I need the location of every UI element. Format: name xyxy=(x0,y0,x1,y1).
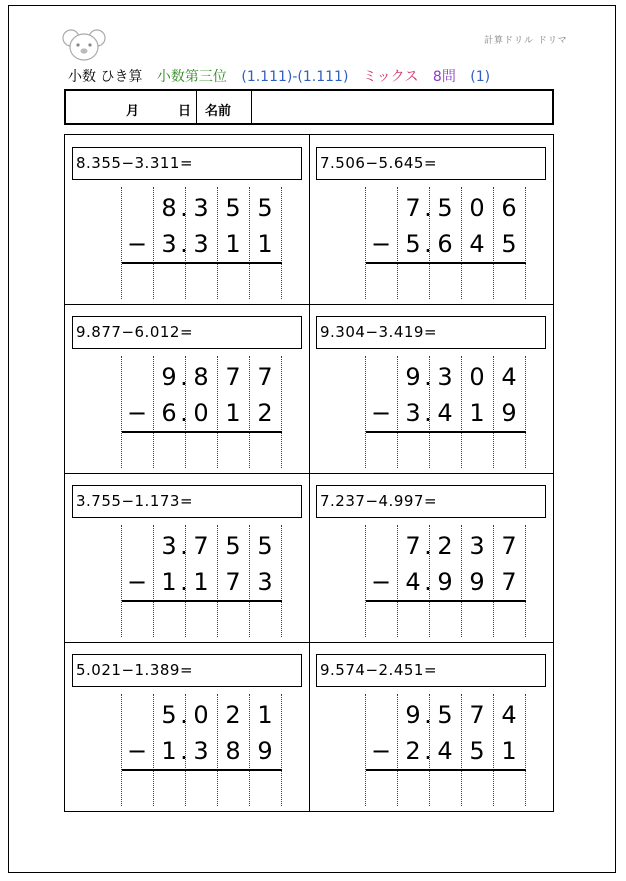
subtrahend-digit: 1 xyxy=(225,399,241,427)
answer-line xyxy=(366,769,526,771)
minuend-digit: 2 xyxy=(225,701,241,729)
minuend-digit: 0 xyxy=(469,194,485,222)
minuend-digit: 7 xyxy=(257,363,273,391)
minuend-digit: 2 xyxy=(437,532,453,560)
problem-1 xyxy=(65,135,309,304)
minuend-digit: 8 xyxy=(161,194,177,222)
minuend-digit: 7 xyxy=(501,532,517,560)
question-box: 9.877−6.012= xyxy=(72,316,302,349)
subtrahend-digit: 3 xyxy=(161,230,177,258)
title-format: (1.111)-(1.111) xyxy=(241,69,349,85)
subtrahend-digit: 1 xyxy=(225,230,241,258)
column-guide xyxy=(525,694,526,806)
column-guide xyxy=(281,525,282,637)
minuend-digit: 5 xyxy=(225,532,241,560)
subtrahend-digit: 3 xyxy=(257,568,273,596)
minuend-digit: 3 xyxy=(161,532,177,560)
subtrahend-digit: 1 xyxy=(161,568,177,596)
subtrahend-digit: 3 xyxy=(193,230,209,258)
question-box: 5.021−1.389= xyxy=(72,654,302,687)
subtrahend-digit: 2 xyxy=(405,737,421,765)
minus-sign: − xyxy=(126,399,148,427)
minuend-digit: 7 xyxy=(469,701,485,729)
worksheet-title xyxy=(68,66,500,86)
minuend-digit: 5 xyxy=(437,701,453,729)
answer-line xyxy=(122,600,282,602)
column-guide xyxy=(525,356,526,468)
minuend-digit: 5 xyxy=(161,701,177,729)
decimal-point: . xyxy=(180,737,188,765)
subtrahend-digit: 1 xyxy=(193,568,209,596)
subtrahend-digit: 8 xyxy=(225,737,241,765)
decimal-point: . xyxy=(424,568,432,596)
subtrahend-digit: 1 xyxy=(469,399,485,427)
minuend-digit: 9 xyxy=(405,701,421,729)
subtrahend-digit: 6 xyxy=(161,399,177,427)
name-date-box xyxy=(64,89,554,125)
minuend-digit: 7 xyxy=(225,363,241,391)
answer-line xyxy=(366,431,526,433)
subtrahend-digit: 4 xyxy=(405,568,421,596)
minuend-digit: 1 xyxy=(257,701,273,729)
decimal-point: . xyxy=(424,363,432,391)
question-box: 8.355−3.311= xyxy=(72,147,302,180)
subtrahend-digit: 1 xyxy=(161,737,177,765)
minuend-digit: 0 xyxy=(469,363,485,391)
question-box: 9.304−3.419= xyxy=(316,316,546,349)
subtrahend-digit: 9 xyxy=(437,568,453,596)
column-guide xyxy=(525,525,526,637)
subtrahend-digit: 5 xyxy=(501,230,517,258)
column-guide xyxy=(281,694,282,806)
title-level: 小数第三位 xyxy=(156,69,227,85)
decimal-point: . xyxy=(180,568,188,596)
minus-sign: − xyxy=(370,737,392,765)
minus-sign: − xyxy=(126,568,148,596)
question-box: 7.237−4.997= xyxy=(316,485,546,518)
answer-line xyxy=(122,431,282,433)
minuend-digit: 7 xyxy=(405,532,421,560)
decimal-point: . xyxy=(424,532,432,560)
minus-sign: − xyxy=(370,568,392,596)
minus-sign: − xyxy=(370,230,392,258)
subtrahend-digit: 9 xyxy=(501,399,517,427)
subtrahend-digit: 2 xyxy=(257,399,273,427)
month-label: 月 xyxy=(126,104,140,119)
minuend-digit: 4 xyxy=(501,363,517,391)
answer-line xyxy=(366,600,526,602)
minuend-digit: 5 xyxy=(257,194,273,222)
minuend-digit: 0 xyxy=(193,701,209,729)
problem-7 xyxy=(65,642,309,811)
minuend-digit: 3 xyxy=(193,194,209,222)
decimal-point: . xyxy=(424,230,432,258)
subtrahend-digit: 5 xyxy=(405,230,421,258)
problem-grid xyxy=(64,134,554,812)
minuend-digit: 6 xyxy=(501,194,517,222)
answer-line xyxy=(122,769,282,771)
subtrahend-digit: 1 xyxy=(501,737,517,765)
minuend-digit: 4 xyxy=(501,701,517,729)
column-guide xyxy=(281,356,282,468)
minuend-digit: 7 xyxy=(193,532,209,560)
minuend-digit: 9 xyxy=(405,363,421,391)
question-box: 3.755−1.173= xyxy=(72,485,302,518)
divider xyxy=(251,91,252,123)
answer-line xyxy=(122,262,282,264)
minuend-digit: 9 xyxy=(161,363,177,391)
subtrahend-digit: 4 xyxy=(469,230,485,258)
title-count: 8問 xyxy=(432,69,456,85)
minuend-digit: 7 xyxy=(405,194,421,222)
answer-line xyxy=(366,262,526,264)
problem-6 xyxy=(309,473,553,642)
title-operation: 小数 ひき算 xyxy=(68,69,143,85)
decimal-point: . xyxy=(424,701,432,729)
problem-5 xyxy=(65,473,309,642)
question-box: 7.506−5.645= xyxy=(316,147,546,180)
problem-8 xyxy=(309,642,553,811)
subtrahend-digit: 7 xyxy=(501,568,517,596)
minuend-digit: 5 xyxy=(257,532,273,560)
name-label: 名前 xyxy=(205,104,232,119)
minus-sign: − xyxy=(370,399,392,427)
decimal-point: . xyxy=(180,194,188,222)
minuend-digit: 5 xyxy=(437,194,453,222)
subtrahend-digit: 9 xyxy=(469,568,485,596)
subtrahend-digit: 4 xyxy=(437,399,453,427)
decimal-point: . xyxy=(180,532,188,560)
subtrahend-digit: 3 xyxy=(193,737,209,765)
brand-label: 計算ドリル ドリマ xyxy=(484,36,568,46)
subtrahend-digit: 5 xyxy=(469,737,485,765)
divider xyxy=(196,91,197,123)
decimal-point: . xyxy=(424,399,432,427)
decimal-point: . xyxy=(180,363,188,391)
decimal-point: . xyxy=(424,194,432,222)
question-box: 9.574−2.451= xyxy=(316,654,546,687)
day-label: 日 xyxy=(178,104,192,119)
decimal-point: . xyxy=(424,737,432,765)
minuend-digit: 5 xyxy=(225,194,241,222)
column-guide xyxy=(525,187,526,299)
subtrahend-digit: 0 xyxy=(193,399,209,427)
decimal-point: . xyxy=(180,230,188,258)
title-mix: ミックス xyxy=(362,69,419,85)
minuend-digit: 3 xyxy=(469,532,485,560)
problem-4 xyxy=(309,304,553,473)
subtrahend-digit: 6 xyxy=(437,230,453,258)
decimal-point: . xyxy=(180,399,188,427)
problem-3 xyxy=(65,304,309,473)
minus-sign: − xyxy=(126,230,148,258)
problem-2 xyxy=(309,135,553,304)
subtrahend-digit: 1 xyxy=(257,230,273,258)
decimal-point: . xyxy=(180,701,188,729)
subtrahend-digit: 9 xyxy=(257,737,273,765)
minus-sign: − xyxy=(126,737,148,765)
minuend-digit: 8 xyxy=(193,363,209,391)
subtrahend-digit: 4 xyxy=(437,737,453,765)
subtrahend-digit: 3 xyxy=(405,399,421,427)
koala-logo-icon xyxy=(62,28,106,62)
subtrahend-digit: 7 xyxy=(225,568,241,596)
column-guide xyxy=(281,187,282,299)
minuend-digit: 3 xyxy=(437,363,453,391)
title-sheet-number: (1) xyxy=(470,69,491,85)
